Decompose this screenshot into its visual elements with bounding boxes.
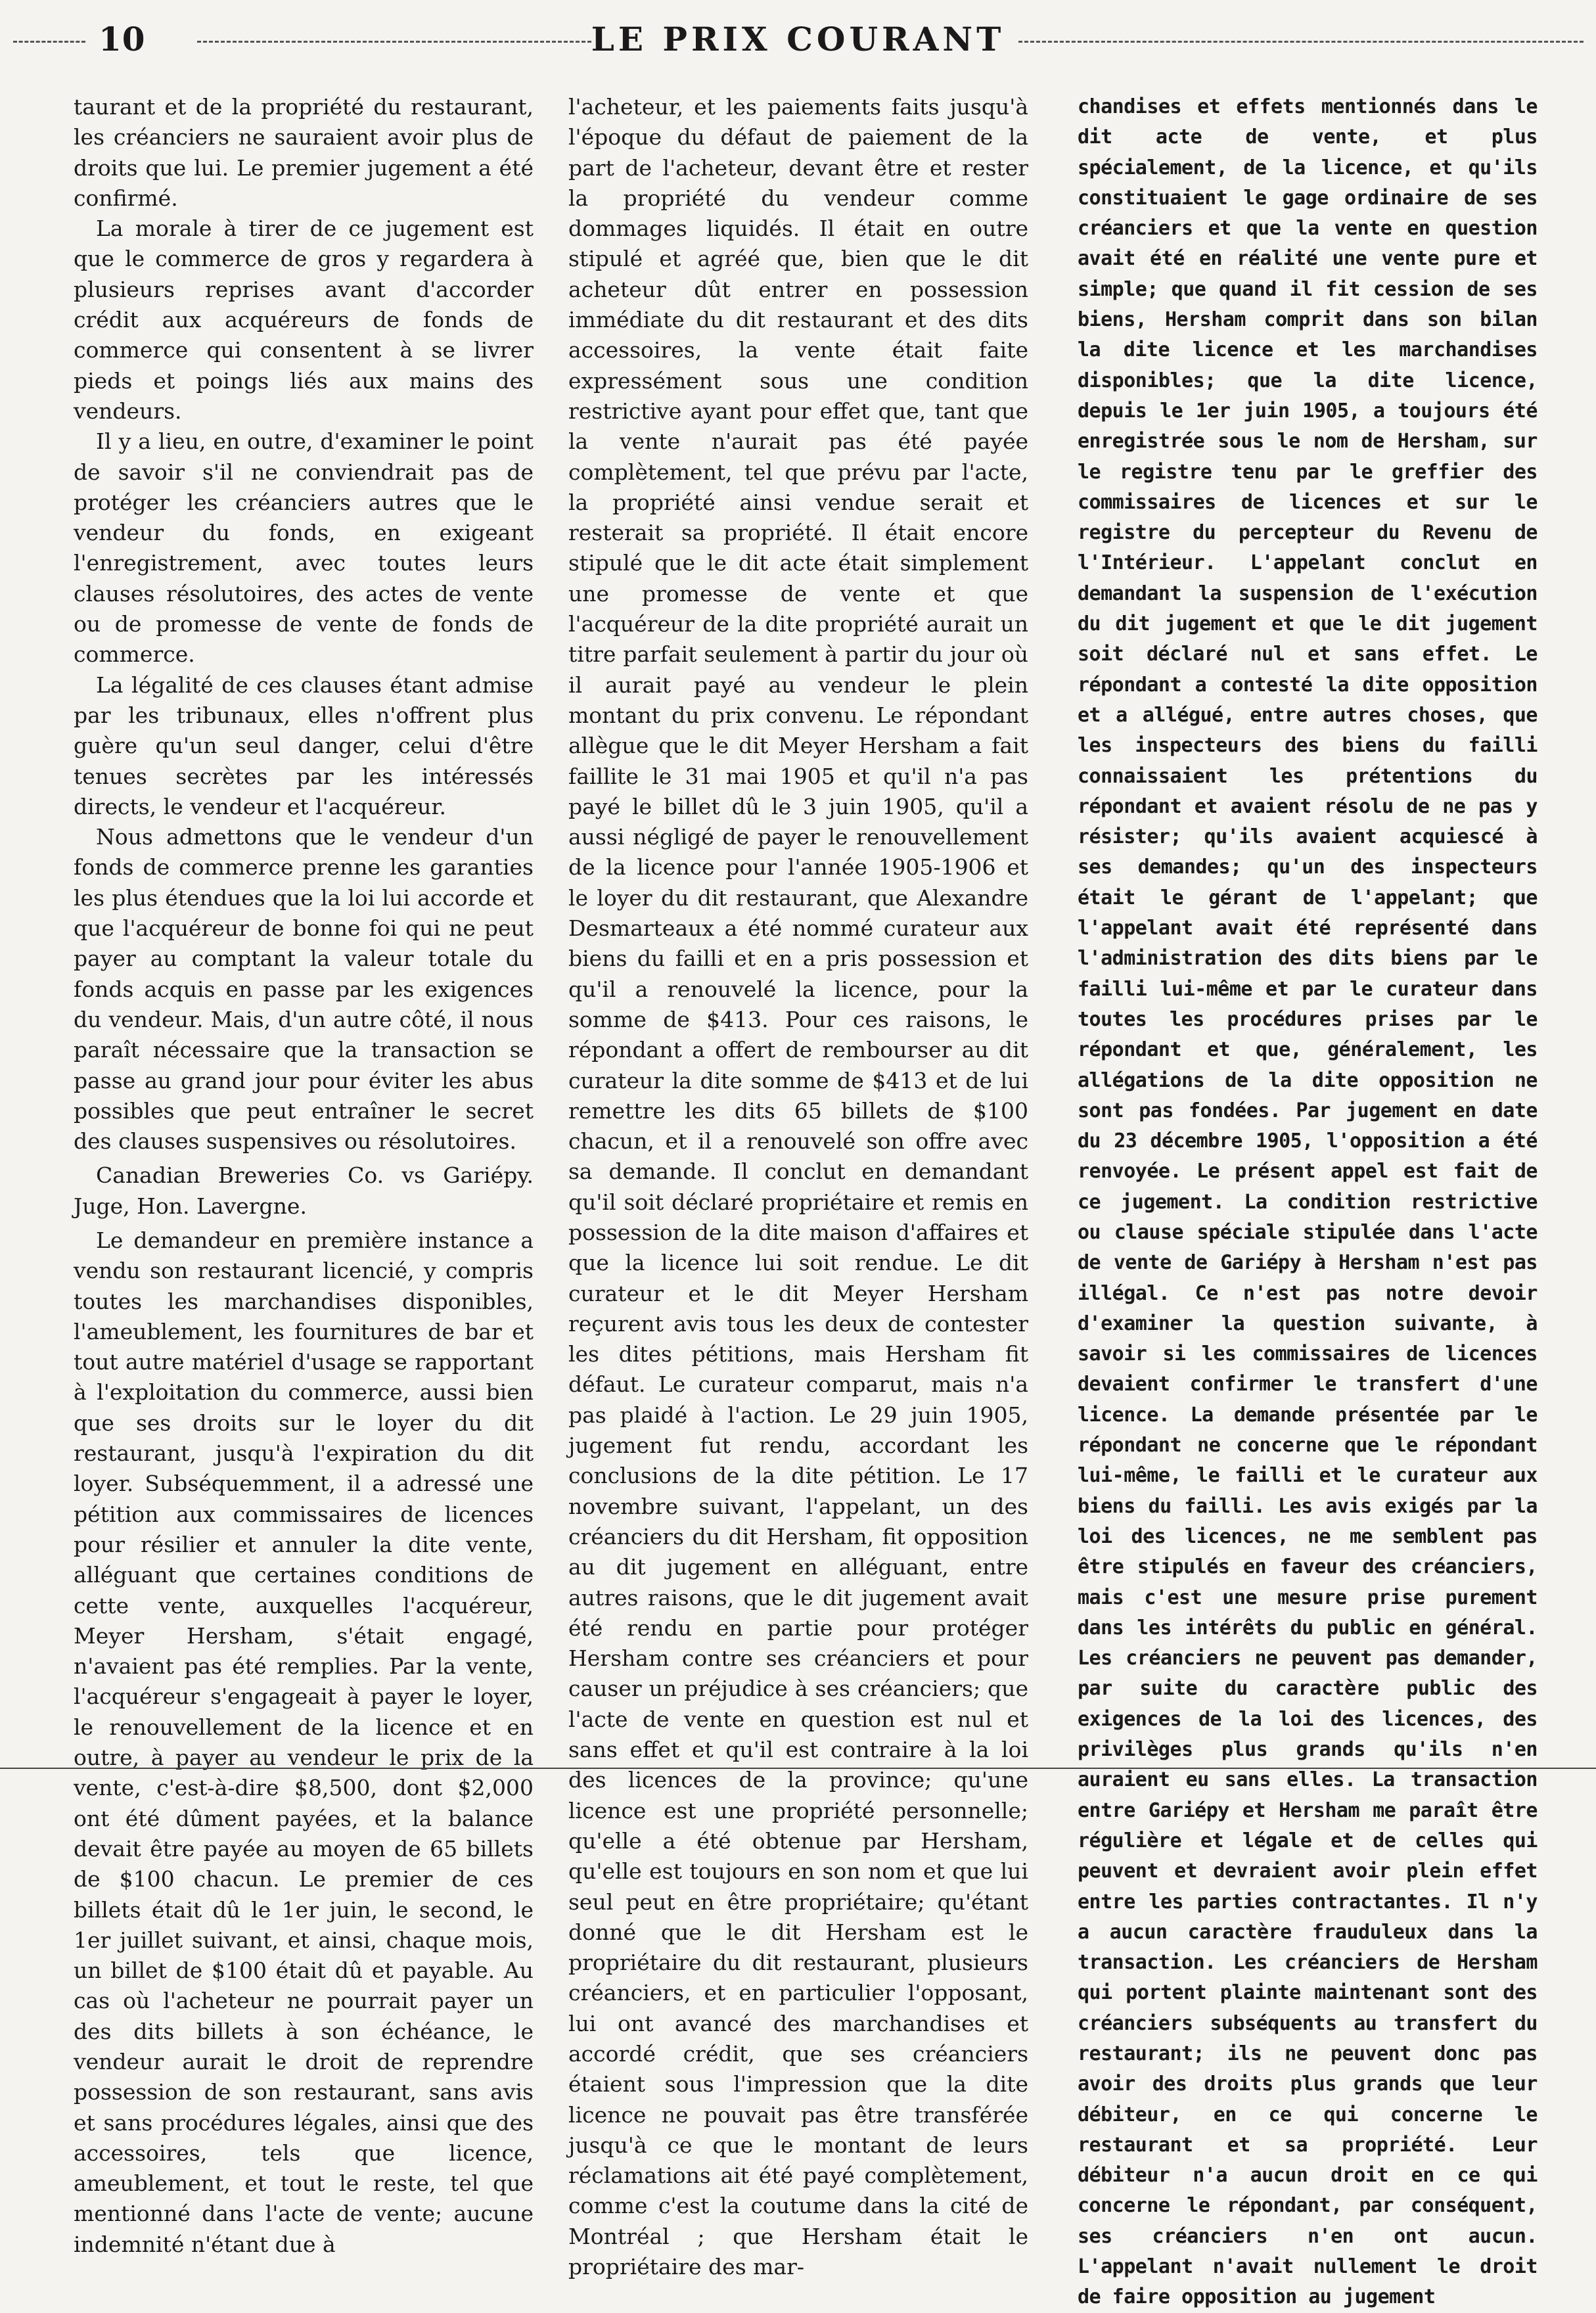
paragraph: La légalité de ces clauses étant admise par les tribunaux, elles n'offrent plus guère qu'un seul danger, celui d'être tenues secrètes par les intéressés directs, le vendeur et l'acquéreur.: [74, 672, 534, 819]
horizontal-rule: [0, 1768, 1596, 1769]
paragraph: La morale à tirer de ce jugement est que le commerce de gros y regardera à plusieurs reprises avant d'accorder crédit aux acquéreurs de fonds de commerce qui consentent à se livrer pieds et poings liés aux mains des vendeurs.: [74, 216, 534, 424]
paragraph: Il y a lieu, en outre, d'examiner le point de savoir s'il ne conviendrait pas de protéger les créanciers autres que le vendeur du fonds, en exigeant l'enregistrement, avec toutes leurs clauses résolutoires, des actes de vente ou de promesse de vente de fonds de commerce.: [74, 428, 534, 668]
text-column-3: [1078, 92, 1538, 2309]
paragraph: l'acheteur, et les paiements faits jusqu'à l'époque du défaut de paiement de la part de l'acheteur, devant être et rester la propriété du vendeur comme dommages liquidés. Il était en outre stipulé et agréé que, bien que le dit acheteur dût entrer en possession immédiate du dit restaurant et des dits accessoires, la vente était faite expressément sous une condition restrictive ayant pour effet que, tant que la vente n'aurait pas été payée complètement, tel que prévu par l'acte, la propriété ainsi vendue serait et resterait sa propriété. Il était encore stipulé que le dit acte était simplement une promesse de vente et que l'acquéreur de la dite propriété aurait un titre parfait seulement à partir du jour où il aurait payé au vendeur le plein montant du prix convenu. Le répondant allègue que le dit Meyer Hersham a fait faillite le 31 mai 1905 et qu'il n'a pas payé le billet dû le 3 juin 1905, qu'il a aussi négligé de payer le renouvellement de la licence pour l'année 1905-1906 et le loyer du dit restaurant, que Alexandre Desmarteaux a été nommé curateur aux biens du failli et en a pris possession et qu'il a renouvelé la licence, pour la somme de $413. Pour ces raisons, le répondant a offert de rembourser au dit curateur la dite somme de $413 et de lui remettre les dits 65 billets de $100 chacun, et il a renouvelé son offre avec sa demande. Il conclut en demandant qu'il soit déclaré propriétaire et remis en possession de la dite maison d'affaires et que la licence lui soit rendue. Le dit curateur et le dit Meyer Hersham reçurent avis tous les deux de contester les dites pétitions, mais Hersham fit défaut. Le curateur comparut, mais n'a pas plaidé à l'action. Le 29 juin 1905, jugement fut rendu, accordant les conclusions de la dite pétition. Le 17 novembre suivant, l'appelant, un des créanciers du dit Hersham, fit opposition au dit jugement en alléguant, entre autres raisons, que le dit jugement avait été rendu en partie pour protéger Hersham contre ses créanciers et pour causer un préjudice à ses créanciers; que l'acte de vente en question est nul et sans effet et qu'il est contraire à la loi des licences de la province; qu'une licence est une propriété personnelle; qu'elle a été obtenue par Hersham, qu'elle est toujours en son nom et que lui seul peut en être propriétaire; qu'étant donné que le dit Hersham est le propriétaire du dit restaurant, plusieurs créanciers, et en particulier l'opposant, lui ont avancé des marchandises et accordé crédit, que ses créanciers étaient sous l'impression que la dite licence ne pouvait pas être transférée jusqu'à ce que le montant de leurs réclamations ait été payé complètement, comme c'est la coutume dans la cité de Montréal ; que Hersham était le propriétaire des mar-: [568, 94, 1028, 2280]
paragraph: taurant et de la propriété du restaurant, les créanciers ne sauraient avoir plus de droits que lui. Le premier jugement a été confirmé.: [74, 94, 534, 211]
page-number: 10: [99, 20, 146, 58]
page-header: [0, 0, 1596, 79]
text-column-2: [568, 92, 1028, 2280]
paragraph: chandises et effets mentionnés dans le dit acte de vente, et plus spécialement, de la licence, et qu'ils constituaient le gage ordinaire de ses créanciers et que la vente en question avait été en réalité une vente pure et simple; que quand il fit cession de ses biens, Hersham comprit dans son bilan la dite licence et les marchandises disponibles; que la dite licence, depuis le 1er juin 1905, a toujours été enregistrée sous le nom de Hersham, sur le registre tenu par le greffier des commissaires de licences et sur le registre du percepteur du Revenu de l'Intérieur. L'appelant conclut en demandant la suspension de l'exécution du dit jugement et que le dit jugement soit déclaré nul et sans effet. Le répondant a contesté la dite opposition et a allégué, entre autres choses, que les inspecteurs des biens du failli connaissaient les prétentions du répondant et avaient résolu de ne pas y résister; qu'ils avaient acquiescé à ses demandes; qu'un des inspecteurs était le gérant de l'appelant; que l'appelant avait été représenté dans l'administration des dits biens par le failli lui-même et par le curateur dans toutes les procédures prises par le répondant et que, généralement, les allégations de la dite opposition ne sont pas fondées. Par jugement en date du 23 décembre 1905, l'opposition a été renvoyée. Le présent appel est fait de ce jugement. La condition restrictive ou clause spéciale stipulée dans l'acte de vente de Gariépy à Hersham n'est pas illégal. Ce n'est pas notre devoir d'examiner la question suivante, à savoir si les commissaires de licences devaient confirmer le transfert d'une licence. La demande présentée par le répondant ne concerne que le répondant lui-même, le failli et le curateur aux biens du failli. Les avis exigés par la loi des licences, ne me semblent pas être stipulés en faveur des créanciers, mais c'est une mesure prise purement dans les intérêts du public en général. Les créanciers ne peuvent pas demander, par suite du caractère public des exigences de la loi des licences, des privilèges plus grands qu'ils n'en auraient eu sans elles. La transaction entre Gariépy et Hersham me paraît être régulière et légale et de celles qui peuvent et devraient avoir plein effet entre les parties contractantes. Il n'y a aucun caractère frauduleux dans la transaction. Les créanciers de Hersham qui portent plainte maintenant sont des créanciers subséquents au transfert du restaurant; ils ne peuvent donc pas avoir des droits plus grands que leur débiteur, en ce qui concerne le restaurant et sa propriété. Leur débiteur n'a aucun droit en ce qui concerne le répondant, par conséquent, ses créanciers n'en ont aucun. L'appelant n'avait nullement le droit de faire opposition au jugement: [1078, 95, 1538, 2309]
case-heading: Canadian Breweries Co. vs Gariépy. Juge, Hon. Lavergne.: [74, 1162, 534, 1219]
journal-title: LE PRIX COURANT: [591, 20, 1005, 58]
paragraph: Nous admettons que le vendeur d'un fonds de commerce prenne les garanties les plus étendues que la loi lui accorde et que l'acquéreur de bonne foi qui ne peut payer au comptant la valeur totale du fonds acquis en passe par les exigences du vendeur. Mais, d'un autre côté, il nous paraît nécessaire que la transaction se passe au grand jour pour éviter les abus possibles que peut entraîner le secret des clauses suspensives ou résolutoires.: [74, 824, 534, 1155]
header-rule-right: [1018, 41, 1584, 43]
paragraph: Le demandeur en première instance a vendu son restaurant licencié, y compris toutes les marchandises disponibles, l'ameublement, les fournitures de bar et tout autre matériel d'usage se rapportant à l'exploitation du commerce, aussi bien que ses droits sur le loyer du dit restaurant, jusqu'à l'expiration du dit loyer. Subséquemment, il a adressé une pétition aux commissaires de licences pour résilier et annuler la dite vente, alléguant que certaines conditions de cette vente, auxquelles l'acquéreur, Meyer Hersham, s'était engagé, n'avaient pas été remplies. Par la vente, l'acquéreur s'engageait à payer le loyer, le renouvellement de la licence et en outre, à payer au vendeur le prix de la vente, c'est-à-dire $8,500, dont $2,000 ont été dûment payées, et la balance devait être payée au moyen de 65 billets de $100 chacun. Le premier de ces billets était dû le 1er juin, le second, le 1er juillet suivant, et ainsi, chaque mois, un billet de $100 était dû et payable. Au cas où l'acheteur ne pourrait payer un des dits billets à son échéance, le vendeur aurait le droit de reprendre possession de son restaurant, sans avis et sans procédures légales, ainsi que des accessoires, tels que licence, ameublement, et tout le reste, tel que mentionné dans l'acte de vente; aucune indemnité n'étant due à: [74, 1227, 534, 2257]
text-column-1: [74, 92, 534, 2257]
